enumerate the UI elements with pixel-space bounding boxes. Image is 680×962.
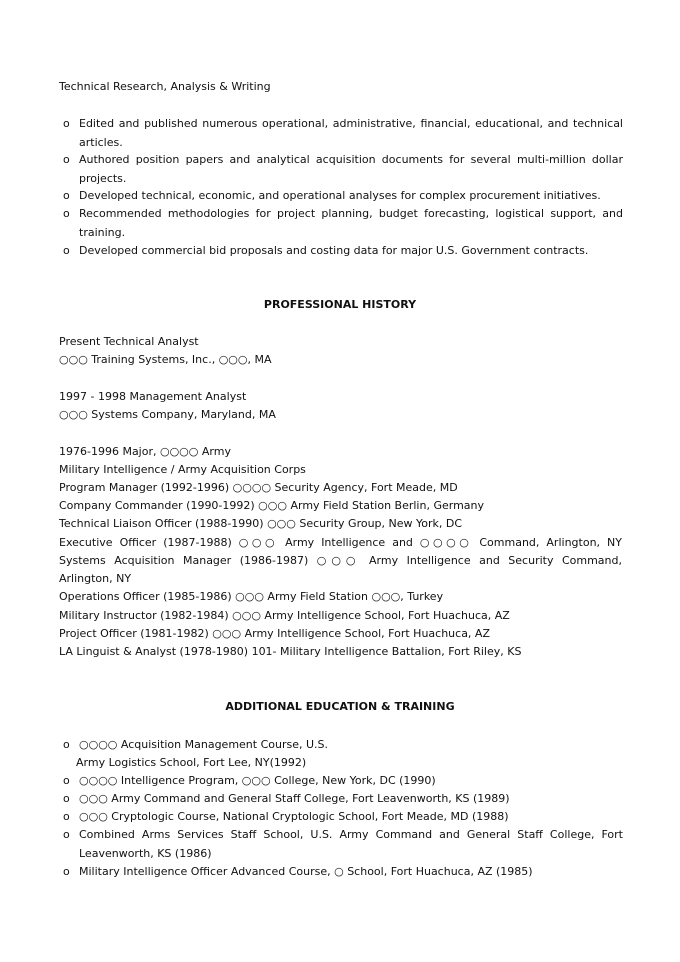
bullet-continuation: Leavenworth, KS (1986) bbox=[79, 847, 212, 860]
list-item bbox=[63, 790, 623, 808]
bullet-text: Recommended methodologies for project planning, budget forecasting, logistical support, and bbox=[79, 207, 623, 220]
history-role: Program Manager (1992-1996) ○○○○ Security Agency, Fort Meade, MD bbox=[59, 481, 458, 494]
bullet-text: ○○○○ Intelligence Program, ○○○ College, New York, DC (1990) bbox=[79, 774, 436, 787]
bullet-marker: o bbox=[63, 828, 70, 841]
bullet-continuation: projects. bbox=[79, 172, 127, 185]
history-entry-employer: ○○○ Training Systems, Inc., ○○○, MA bbox=[59, 353, 272, 366]
history-entry-employer: ○○○ Systems Company, Maryland, MA bbox=[59, 408, 276, 421]
list-item bbox=[63, 772, 623, 790]
history-role: LA Linguist & Analyst (1978-1980) 101- Military Intelligence Battalion, Fort Riley, KS bbox=[59, 645, 522, 658]
bullet-text: ○○○ Cryptologic Course, National Cryptologic School, Fort Meade, MD (1988) bbox=[79, 810, 509, 823]
bullet-marker: o bbox=[63, 792, 70, 805]
bullet-text: Authored position papers and analytical acquisition documents for several multi-million dollar bbox=[79, 153, 623, 166]
bullet-continuation: articles. bbox=[79, 136, 123, 149]
bullet-text: Edited and published numerous operational, administrative, financial, educational, and technical bbox=[79, 117, 623, 130]
history-role: Technical Liaison Officer (1988-1990) ○○○ Security Group, New York, DC bbox=[59, 517, 463, 530]
history-entry-title: 1976-1996 Major, ○○○○ Army bbox=[59, 445, 231, 458]
history-role: Company Commander (1990-1992) ○○○ Army Field Station Berlin, Germany bbox=[59, 499, 485, 512]
list-item bbox=[63, 808, 623, 826]
bullet-text: Military Intelligence Officer Advanced Course, ○ School, Fort Huachuca, AZ (1985) bbox=[79, 865, 533, 878]
history-role: Military Instructor (1982-1984) ○○○ Army Intelligence School, Fort Huachuca, AZ bbox=[59, 609, 510, 622]
bullet-marker: o bbox=[63, 865, 70, 878]
section-heading-professional-history: PROFESSIONAL HISTORY bbox=[263, 298, 417, 311]
list-item bbox=[63, 151, 623, 169]
bullet-marker: o bbox=[63, 153, 70, 166]
bullet-marker: o bbox=[63, 738, 70, 751]
bullet-text: ○○○○ Acquisition Management Course, U.S. bbox=[79, 738, 329, 751]
section-title-technical-research: Technical Research, Analysis & Writing bbox=[59, 80, 271, 93]
list-item bbox=[63, 826, 623, 844]
history-entry-branch: Military Intelligence / Army Acquisition Corps bbox=[59, 463, 306, 476]
bullet-text: Developed technical, economic, and operational analyses for complex procurement initiatives. bbox=[79, 189, 601, 202]
bullet-text: ○○○ Army Command and General Staff College, Fort Leavenworth, KS (1989) bbox=[79, 792, 510, 805]
bullet-text: Combined Arms Services Staff School, U.S. Army Command and General Staff College, Fort bbox=[79, 828, 623, 841]
section-heading-education: ADDITIONAL EDUCATION & TRAINING bbox=[225, 700, 455, 713]
list-item bbox=[63, 736, 623, 754]
bullet-continuation: training. bbox=[79, 226, 126, 239]
list-item bbox=[63, 187, 623, 205]
bullet-text: Developed commercial bid proposals and costing data for major U.S. Government contracts. bbox=[79, 244, 589, 257]
history-entry-title: 1997 - 1998 Management Analyst bbox=[59, 390, 247, 403]
list-item bbox=[63, 205, 623, 223]
bullet-marker: o bbox=[63, 810, 70, 823]
bullet-marker: o bbox=[63, 189, 70, 202]
bullet-marker: o bbox=[63, 774, 70, 787]
history-role: Operations Officer (1985-1986) ○○○ Army Field Station ○○○, Turkey bbox=[59, 590, 444, 603]
history-role: Project Officer (1981-1982) ○○○ Army Intelligence School, Fort Huachuca, AZ bbox=[59, 627, 490, 640]
list-item bbox=[63, 115, 623, 133]
history-entry-title: Present Technical Analyst bbox=[59, 335, 199, 348]
list-item bbox=[63, 863, 623, 881]
bullet-marker: o bbox=[63, 244, 70, 257]
list-item bbox=[63, 242, 623, 260]
bullet-continuation: Army Logistics School, Fort Lee, NY(1992) bbox=[76, 756, 307, 769]
history-role: Executive Officer (1987-1988) ○○○ Army Intelligence and ○○○○ Command, Arlington, NY bbox=[59, 536, 622, 549]
bullet-marker: o bbox=[63, 207, 70, 220]
bullet-marker: o bbox=[63, 117, 70, 130]
history-role: Systems Acquisition Manager (1986-1987) ○○○ Army Intelligence and Security Command, bbox=[59, 554, 622, 567]
history-role-continuation: Arlington, NY bbox=[59, 572, 132, 585]
